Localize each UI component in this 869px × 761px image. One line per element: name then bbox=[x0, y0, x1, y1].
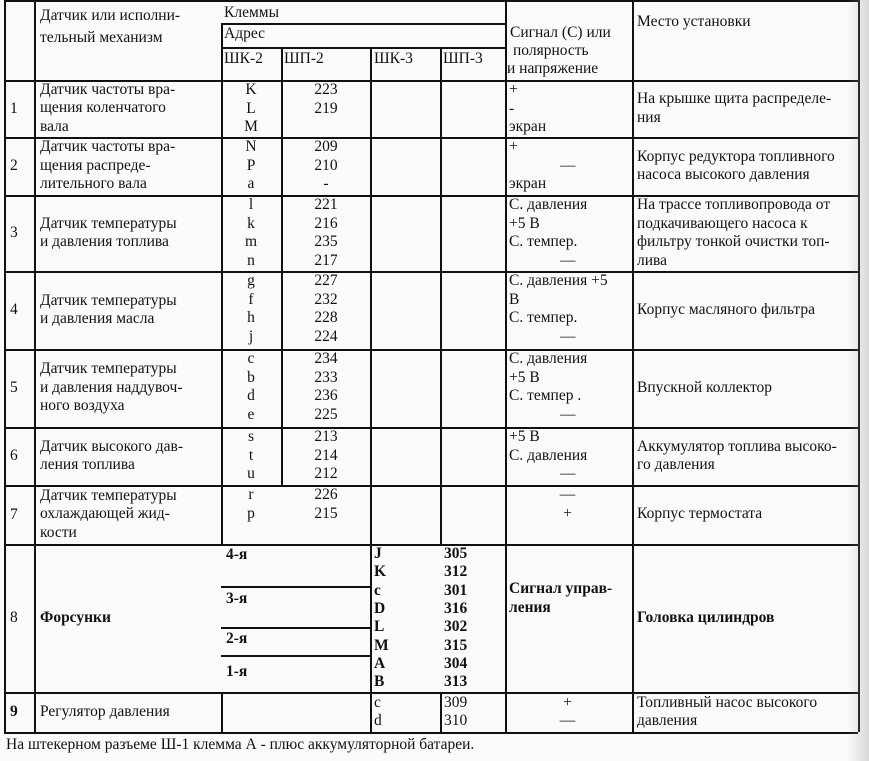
signal-polarity: С. давления bbox=[509, 446, 588, 464]
signal-polarity: экран bbox=[509, 118, 547, 135]
signal-polarity: С. давления bbox=[509, 196, 588, 213]
signal-polarity: + bbox=[509, 138, 518, 155]
grid-line bbox=[221, 692, 223, 732]
pin-sk2: P bbox=[246, 156, 256, 174]
signal-polarity: +5 В bbox=[509, 428, 540, 445]
header-signal: полярность bbox=[513, 42, 589, 59]
pin-sp2: 212 bbox=[314, 465, 338, 482]
device-name: и давления масла bbox=[40, 310, 155, 327]
signal-polarity: +5 В bbox=[509, 368, 540, 386]
pin-sk3: L bbox=[374, 618, 385, 636]
install-place: На крышке щита распределе- bbox=[637, 90, 832, 107]
pin-sk3: J bbox=[374, 545, 382, 562]
device-name: Датчик частоты вра- bbox=[40, 138, 176, 156]
pin-sk2: c bbox=[247, 350, 255, 367]
footnote: На штекерном разъеме Ш-1 клемма А - плюс аккумуляторной батареи. bbox=[6, 736, 475, 753]
grid-line bbox=[370, 47, 372, 732]
pin-sk2: L bbox=[246, 99, 256, 117]
signal-polarity: Сигнал управ- bbox=[509, 580, 613, 597]
pin-sp2: 210 bbox=[314, 156, 338, 174]
pin-sk3: c bbox=[374, 694, 381, 711]
device-name: лительного вала bbox=[40, 175, 147, 193]
install-place: Топливный насос высокого bbox=[637, 694, 818, 711]
pin-sp2: 221 bbox=[314, 196, 338, 213]
signal-polarity: экран bbox=[509, 175, 547, 192]
pin-sp2: 216 bbox=[314, 214, 338, 232]
row-number: 9 bbox=[10, 703, 18, 720]
signal-polarity: ления bbox=[509, 599, 551, 616]
pin-sk2: f bbox=[248, 290, 254, 308]
pin-sp3: 313 bbox=[444, 673, 468, 691]
grid-line bbox=[440, 47, 442, 544]
header-signal: Сигнал (С) или bbox=[510, 24, 611, 41]
pin-sk2: k bbox=[247, 214, 255, 232]
pin-sk2: r bbox=[248, 486, 254, 503]
pin-sp2: 219 bbox=[314, 99, 338, 117]
header-device: Датчик или исполни- bbox=[40, 7, 181, 24]
signal-polarity: С. темпер. bbox=[509, 233, 578, 250]
pin-sp3: 304 bbox=[444, 654, 468, 672]
cylinder-divider bbox=[221, 655, 370, 657]
install-place: фильтру тонкой очистки топ- bbox=[637, 233, 830, 250]
pin-sk3: d bbox=[374, 712, 382, 729]
device-name: охлаждающей жид- bbox=[40, 505, 170, 523]
device-name: Форсунки bbox=[40, 609, 111, 626]
row-number: 1 bbox=[10, 99, 18, 117]
row-number: 3 bbox=[10, 224, 18, 241]
pin-sk2: p bbox=[247, 504, 255, 522]
pin-sp2: 223 bbox=[314, 81, 338, 98]
table-top-border bbox=[4, 0, 858, 2]
pin-sp2: 236 bbox=[314, 387, 338, 404]
signal-polarity: С. давления +5 bbox=[509, 272, 608, 289]
pin-sp3: 310 bbox=[444, 712, 468, 729]
device-name: и давления топлива bbox=[40, 233, 169, 250]
signal-polarity: С. темпер. bbox=[509, 309, 578, 326]
device-name: Регулятор давления bbox=[40, 703, 170, 720]
signal-polarity: +5 В bbox=[509, 214, 540, 232]
install-place: подкачивающего насоса к bbox=[637, 214, 808, 232]
signal-polarity: — bbox=[560, 405, 576, 423]
row-number: 5 bbox=[10, 379, 18, 396]
pin-sk3: B bbox=[374, 673, 385, 691]
header-sp2: ШП-2 bbox=[284, 50, 324, 67]
cylinder-label: 4-я bbox=[226, 546, 248, 563]
row-number: 8 bbox=[10, 609, 18, 626]
pin-sk2: t bbox=[248, 446, 254, 464]
pin-sp3: 305 bbox=[444, 545, 468, 562]
pin-sk2: g bbox=[247, 272, 255, 289]
pin-sk2: u bbox=[247, 465, 255, 482]
row-number: 4 bbox=[10, 301, 18, 318]
pin-sp2: 234 bbox=[314, 350, 338, 367]
table-left-border bbox=[4, 0, 6, 732]
cylinder-label: 3-я bbox=[226, 590, 248, 607]
pin-sk2: l bbox=[248, 196, 254, 213]
signal-polarity: + bbox=[563, 504, 572, 522]
pin-sk2: s bbox=[247, 428, 255, 445]
header-sp3: ШП-3 bbox=[443, 50, 483, 67]
pin-sk2: a bbox=[247, 175, 255, 192]
signal-polarity: — bbox=[560, 156, 576, 174]
pin-sk2: j bbox=[248, 327, 254, 345]
pin-sp2: 233 bbox=[314, 368, 338, 386]
pin-sp2: 217 bbox=[314, 251, 338, 269]
install-place: Головка цилиндров bbox=[637, 609, 775, 626]
signal-polarity: + bbox=[563, 694, 572, 711]
row-divider bbox=[4, 349, 858, 351]
subheader-line bbox=[221, 47, 505, 49]
device-name: кости bbox=[40, 523, 77, 541]
pin-sp3: 301 bbox=[444, 581, 468, 599]
pin-sp2: 227 bbox=[314, 272, 338, 289]
pin-sk3: K bbox=[374, 563, 387, 581]
cylinder-divider bbox=[221, 627, 370, 629]
pin-sk3: A bbox=[374, 654, 386, 672]
cylinder-label: 2-я bbox=[226, 630, 248, 647]
signal-polarity: — bbox=[560, 465, 576, 482]
signal-polarity: — bbox=[559, 486, 576, 503]
device-name: Датчик частоты вра- bbox=[40, 80, 176, 98]
pin-sp2: 224 bbox=[314, 327, 338, 345]
device-name: ного воздуха bbox=[40, 397, 125, 415]
pin-sp2: 232 bbox=[314, 290, 338, 308]
pin-sp3: 315 bbox=[444, 636, 468, 654]
install-place: Корпус масляного фильтра bbox=[637, 300, 815, 318]
header-sk3: ШК-3 bbox=[374, 50, 413, 67]
pin-sk2: d bbox=[247, 387, 255, 404]
signal-polarity: — bbox=[560, 327, 576, 345]
install-place: Корпус термостата bbox=[637, 505, 763, 523]
cylinder-divider bbox=[221, 586, 370, 588]
pin-sk2: m bbox=[244, 233, 258, 250]
device-name: ления топлива bbox=[40, 456, 135, 473]
pin-sp2: 235 bbox=[314, 233, 338, 250]
device-name: щения распреде- bbox=[40, 156, 151, 174]
install-place: Корпус редуктора топливного bbox=[637, 147, 835, 165]
pin-sp2: 225 bbox=[314, 405, 338, 423]
install-place: На трассе топливопровода от bbox=[637, 196, 831, 213]
signal-polarity: - bbox=[509, 99, 515, 117]
install-place: Впускной коллектор bbox=[637, 378, 773, 396]
signal-polarity: — bbox=[560, 251, 576, 269]
header-device: тельный механизм bbox=[40, 29, 163, 46]
pin-sp2: 214 bbox=[314, 446, 338, 464]
pin-sk2: K bbox=[245, 81, 257, 98]
cylinder-label: 1-я bbox=[226, 663, 248, 680]
device-name: Датчик температуры bbox=[40, 486, 177, 504]
pin-sk2: b bbox=[247, 368, 255, 386]
device-name: Датчик температуры bbox=[40, 214, 177, 232]
pin-sp3: 309 bbox=[444, 694, 468, 711]
header-place: Место установки bbox=[637, 13, 751, 30]
pin-sk2: n bbox=[247, 251, 255, 269]
install-place: давления bbox=[637, 712, 698, 729]
device-name: вала bbox=[40, 117, 69, 135]
pin-sp3: 302 bbox=[444, 618, 468, 636]
row-number: 6 bbox=[10, 447, 18, 464]
pin-sp3: 316 bbox=[444, 599, 468, 617]
install-place: го давления bbox=[637, 456, 715, 473]
device-name: Датчик высокого дав- bbox=[40, 437, 184, 455]
grid-line bbox=[34, 0, 36, 732]
signal-polarity: В bbox=[509, 290, 520, 308]
pin-sp2: - bbox=[323, 175, 329, 192]
pin-sk2: e bbox=[247, 405, 255, 423]
scan-shadow bbox=[847, 0, 869, 761]
header-address: Адрес bbox=[224, 25, 265, 42]
row-number: 2 bbox=[10, 157, 18, 174]
signal-polarity: — bbox=[559, 712, 576, 729]
pin-sp2: 226 bbox=[314, 486, 338, 503]
grid-line bbox=[281, 47, 283, 485]
row-divider bbox=[4, 732, 858, 734]
pin-sp3: 312 bbox=[444, 563, 468, 581]
device-name: щения коленчатого bbox=[40, 99, 166, 117]
pin-sk3: D bbox=[374, 599, 386, 617]
grid-line bbox=[505, 0, 507, 732]
install-place: ния bbox=[637, 108, 661, 126]
install-place: насоса высокого давления bbox=[637, 166, 810, 183]
row-number: 7 bbox=[10, 505, 18, 523]
header-sk2: ШК-2 bbox=[224, 50, 263, 67]
device-name: и давления наддувоч- bbox=[40, 378, 183, 396]
signal-polarity: С. темпер . bbox=[509, 387, 582, 404]
header-signal: и напряжение bbox=[507, 60, 599, 77]
signal-polarity: С. давления bbox=[509, 350, 588, 367]
pin-sp2: 209 bbox=[314, 138, 338, 155]
row-divider bbox=[4, 427, 858, 429]
install-place: лива bbox=[637, 251, 668, 269]
install-place: Аккумулятор топлива высоко- bbox=[637, 437, 837, 455]
row-divider bbox=[4, 271, 858, 273]
pin-sp2: 215 bbox=[314, 504, 338, 522]
pin-sk2: h bbox=[247, 309, 255, 326]
pin-sp2: 228 bbox=[314, 309, 338, 326]
pin-sk2: N bbox=[245, 138, 257, 155]
grid-line bbox=[632, 0, 634, 732]
row-divider bbox=[4, 544, 858, 546]
device-name: Датчик температуры bbox=[40, 291, 177, 309]
header-terminals: Клеммы bbox=[224, 4, 279, 21]
pin-sk3: M bbox=[374, 636, 389, 654]
pin-sp2: 213 bbox=[314, 428, 338, 445]
pin-sk3: c bbox=[374, 581, 381, 599]
device-name: Датчик температуры bbox=[40, 360, 177, 378]
pin-sk2: M bbox=[244, 118, 258, 135]
signal-polarity: + bbox=[509, 81, 518, 98]
grid-line bbox=[440, 692, 442, 732]
